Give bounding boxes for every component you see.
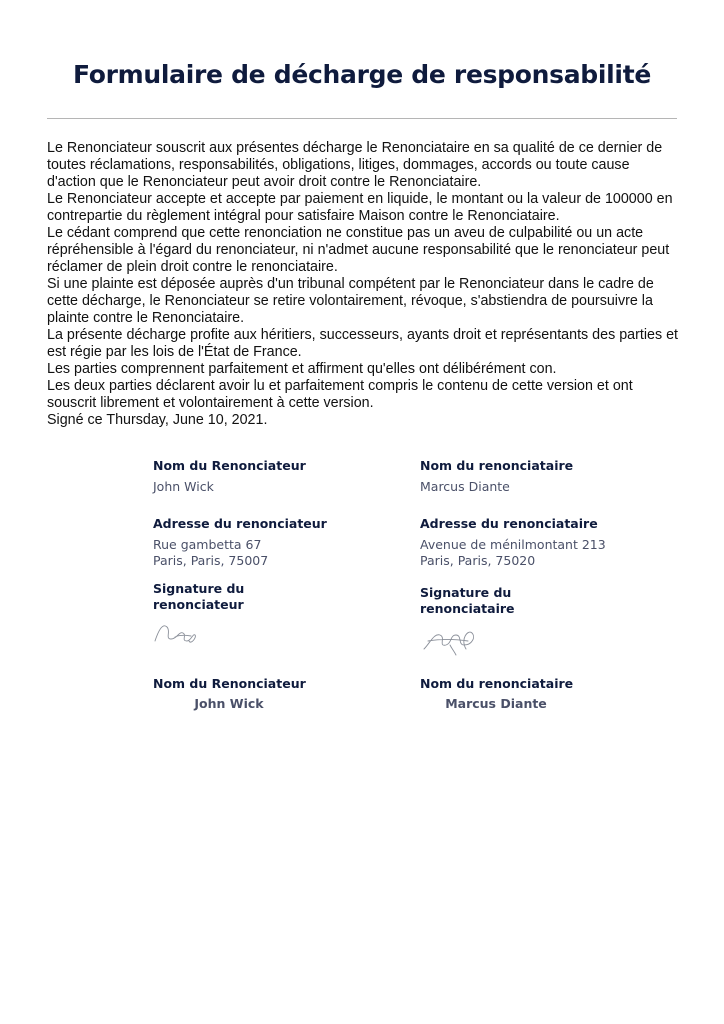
waiver-body <box>47 140 681 429</box>
releasee-footer-name-label: Nom du renonciataire <box>420 676 574 691</box>
releasee-footer-name: Marcus Diante <box>445 696 547 711</box>
releasor-name-label: Nom du Renonciateur <box>153 458 306 473</box>
releasee-name-block <box>420 458 660 495</box>
paragraph-payment: Le Renonciateur accepte et accepte par paiement en liquide, le montant ou la valeur de 100000 en contrepartie du règlement intégral pour satisfaire Maison contre le Renonciataire. <box>47 191 673 224</box>
releasee-signature-image <box>420 623 490 657</box>
releasor-address-line1: Rue gambetta 67 <box>153 537 262 552</box>
releasee-name-label: Nom du renonciataire <box>420 458 574 473</box>
releasor-address-line2: Paris, Paris, 75007 <box>153 553 269 568</box>
releasor-name-block <box>153 458 393 495</box>
releasee-name-value: Marcus Diante <box>420 479 510 494</box>
releasee-footer-block <box>420 676 660 712</box>
paragraph-no-admission: Le cédant comprend que cette renonciation ne constitue pas un aveu de culpabilité ou un acte répréhensible à l'égard du renonciateur, ni n'admet aucune responsabilité que le renonciateur peut réclamer de plein droit contre le renonciataire. <box>47 225 670 275</box>
paragraph-release: Le Renonciateur souscrit aux présentes décharge le Renonciataire en sa qualité de ce dernier de toutes réclamations, responsabilités, obligations, litiges, dommages, accords ou toute cause d'action que le Renonciateur peut avoir droit contre le Renonciataire. <box>47 140 663 190</box>
releasee-address-line2: Paris, Paris, 75020 <box>420 553 536 568</box>
releasor-footer-name: John Wick <box>194 696 264 711</box>
releasor-signature-image <box>153 619 213 649</box>
releasor-footer-block <box>153 676 393 712</box>
paragraph-governing-law: La présente décharge profite aux héritiers, successeurs, ayants droit et représentants des parties et est régie par les lois de l'État de France. <box>47 327 678 360</box>
releasor-address-block <box>153 516 393 569</box>
releasor-signature-label: Signature du renonciateur <box>153 581 245 612</box>
releasor-address-label: Adresse du renonciateur <box>153 516 327 531</box>
releasee-signature-block <box>420 585 660 657</box>
releasee-address-block <box>420 516 660 569</box>
paragraph-understanding: Les parties comprennent parfaitement et affirment qu'elles ont délibérément con. <box>47 361 557 377</box>
releasee-address-label: Adresse du renonciataire <box>420 516 598 531</box>
releasee-address-line1: Avenue de ménilmontant 213 <box>420 537 606 552</box>
paragraph-signed-date: Signé ce Thursday, June 10, 2021. <box>47 412 268 428</box>
releasee-address-value <box>420 537 660 569</box>
paragraph-complaint: Si une plainte est déposée auprès d'un tribunal compétent par le Renonciateur dans le cadre de cette décharge, le Renonciateur se retire volontairement, révoque, s'abstiendra de poursuivre la plainte contre le Renonciataire. <box>47 276 654 326</box>
title-divider <box>47 118 677 119</box>
releasor-name-value: John Wick <box>153 479 214 494</box>
releasee-signature-label: Signature du renonciataire <box>420 585 515 616</box>
page-title: Formulaire de décharge de responsabilité <box>72 60 652 89</box>
releasor-footer-name-label: Nom du Renonciateur <box>153 676 306 691</box>
releasor-address-value <box>153 537 393 569</box>
releasor-signature-block <box>153 581 393 649</box>
paragraph-declaration: Les deux parties déclarent avoir lu et parfaitement compris le contenu de cette version et ont souscrit librement et volontairement à cette version. <box>47 378 633 411</box>
